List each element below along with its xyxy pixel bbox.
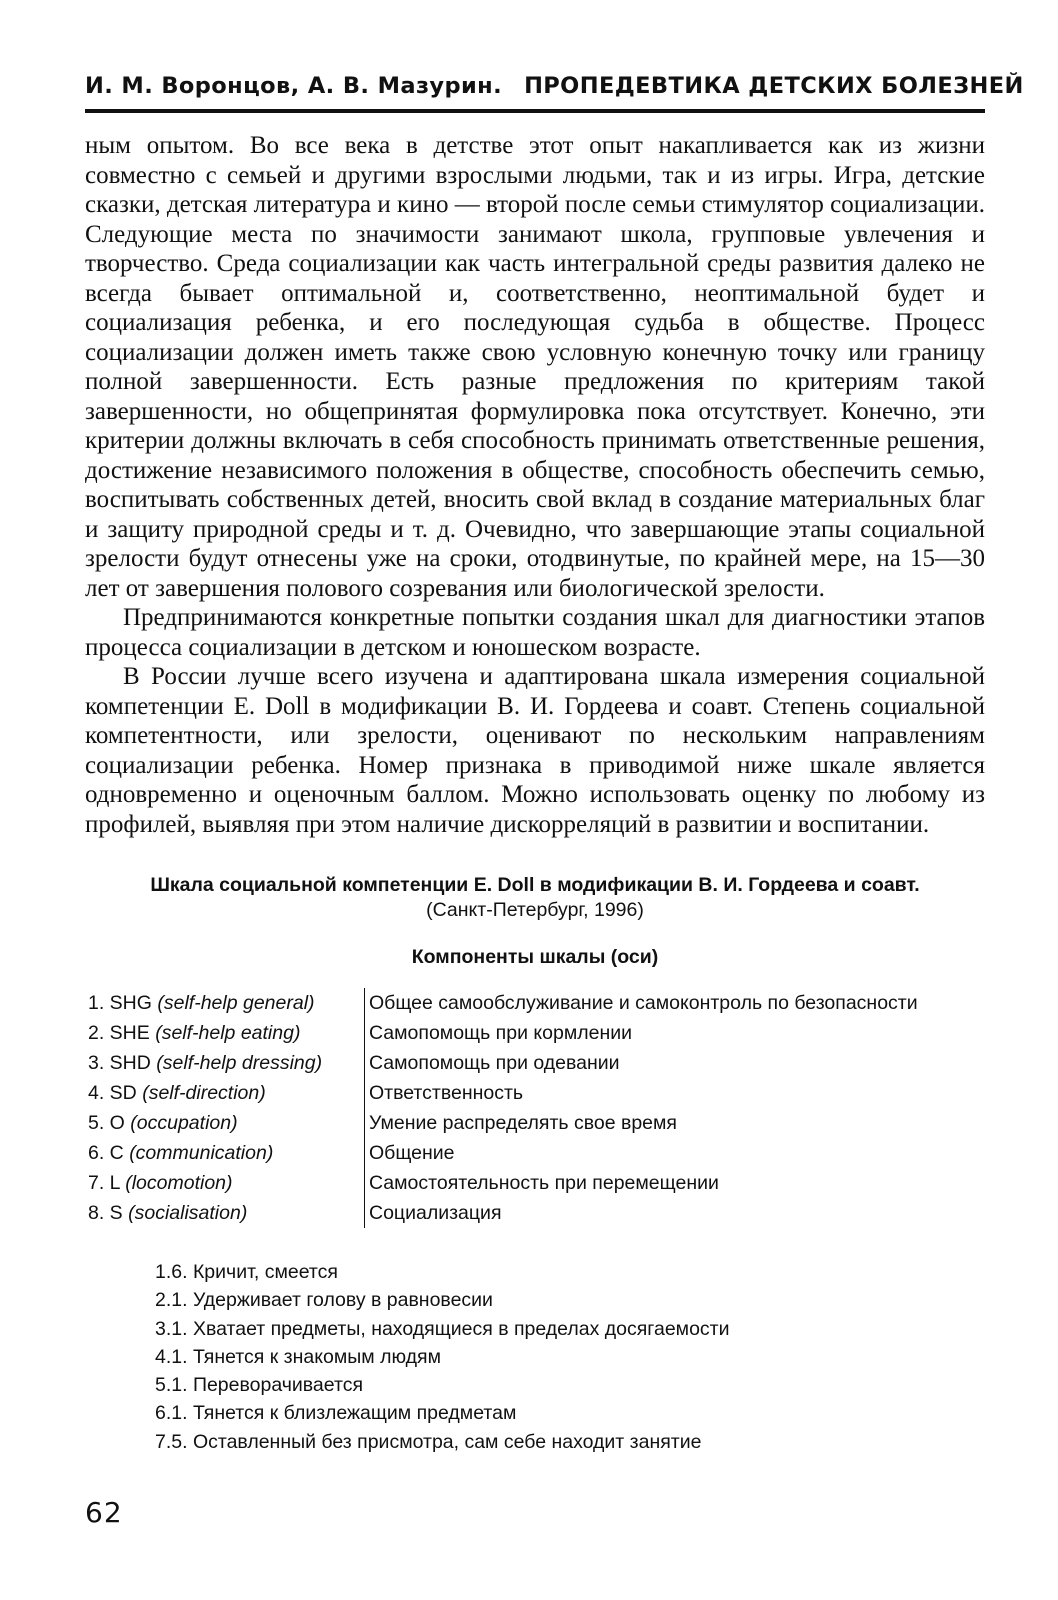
component-code: 2. SHE [88, 1022, 150, 1044]
scale-item: 3.1. Хватает предметы, находящиеся в пределах досягаемости [155, 1317, 730, 1340]
page-number: 62 [85, 1496, 123, 1529]
scale-title: Шкала социальной компетенции E. Doll в модификации В. И. Гордеева и соавт. [150, 874, 920, 896]
scale-item: 1.6. Кричит, смеется [155, 1261, 338, 1283]
book-page [85, 64, 1024, 1456]
component-row [85, 1138, 985, 1168]
paragraph: Предпринимаются конкретные попытки создания шкал для диагностики этапов процесса социализации в детском и юношеском возрасте. [85, 604, 985, 661]
component-code: 4. SD [88, 1082, 137, 1104]
body-text [85, 131, 985, 839]
component-code: 1. SHG [88, 992, 152, 1014]
component-code-cell [85, 1138, 364, 1168]
component-description: Самопомощь при одевании [364, 1048, 620, 1078]
component-code-cell [85, 1048, 364, 1078]
component-row [85, 1168, 985, 1198]
component-code-cell [85, 1198, 364, 1228]
component-latin: (communication) [129, 1142, 274, 1164]
component-latin: (self-direction) [142, 1082, 266, 1104]
component-row [85, 988, 985, 1018]
component-row [85, 1048, 985, 1078]
component-code: 7. L [88, 1172, 120, 1194]
component-row [85, 1108, 985, 1138]
component-row [85, 1198, 985, 1228]
header-rule [85, 109, 985, 113]
component-code-cell [85, 1078, 364, 1108]
component-code-cell [85, 1168, 364, 1198]
component-description: Общее самообслуживание и самоконтроль по безопасности [364, 988, 918, 1018]
header-authors: И. М. Воронцов, А. В. Мазурин. [85, 73, 503, 99]
component-code-cell [85, 1108, 364, 1138]
scale-subtitle: (Санкт-Петербург, 1996) [426, 899, 644, 921]
component-latin: (self-help dressing) [156, 1052, 323, 1074]
paragraph: ным опытом. Во все века в детстве этот опыт накапливается как из жизни совместно с семьей и другими взрослыми людьми, так и из игры. Игра, детские сказки, детская литература и кино — второй после семьи стимулятор социализации. Следующие места по значимости занимают школа, групповые увлечения и творчество. Среда социализации как часть интегральной среды развития далеко не всегда бывает оптимальной и, соответственно, неоптимальной будет и социализация ребенка, и его последующая судьба в обществе. Процесс социализации должен иметь также свою условную конечную точку или границу полной завершенности. Есть разные предложения по критериям такой завершенности, но общепринятая формулировка пока отсутствует. Конечно, эти критерии должны включать в себя способность принимать ответственные решения, достижение независимого положения в обществе, способность обеспечить семью, воспитывать собственных детей, вносить свой вклад в создание материальных благ и защиту природной среды и т. д. Очевидно, что завершающие этапы социальной зрелости будут отнесены уже на сроки, отодвинутые, по крайней мере, на 15—30 лет от завершения полового созревания или биологической зрелости. [85, 132, 985, 602]
component-description: Социализация [364, 1198, 502, 1228]
component-description: Ответственность [364, 1078, 523, 1108]
scale-item: 6.1. Тянется к близлежащим предметам [155, 1402, 517, 1425]
component-row [85, 1018, 985, 1048]
component-latin: (occupation) [130, 1112, 238, 1134]
component-code-cell [85, 1018, 364, 1048]
component-description: Общение [364, 1138, 455, 1168]
scale-item: 2.1. Удерживает голову в равновесии [155, 1289, 493, 1312]
scale-item: 5.1. Переворачивается [155, 1374, 363, 1397]
component-code: 6. C [88, 1142, 124, 1164]
components-heading: Компоненты шкалы (оси) [411, 946, 659, 968]
component-row [85, 1078, 985, 1108]
scale-items-list [155, 1258, 985, 1456]
component-code: 3. SHD [88, 1052, 151, 1074]
component-latin: (socialisation) [128, 1202, 248, 1224]
component-code-cell [85, 988, 364, 1018]
components-table [85, 988, 985, 1228]
paragraph: В России лучше всего изучена и адаптирована шкала измерения социальной компетенции E. Doll в модификации В. И. Гордеева и соавт. Степень социальной компетентности, или зрелости, оценивают по нескольким направлениям социализации ребенка. Номер признака в приводимой ниже шкале является одновременно и оценочным баллом. Можно использовать оценку по любому из профилей, выявляя при этом наличие дискорреляций в развитии и воспитании. [85, 663, 985, 838]
component-latin: (self-help general) [157, 992, 315, 1014]
component-description: Самопомощь при кормлении [364, 1018, 632, 1048]
component-code: 5. O [88, 1112, 125, 1134]
component-code: 8. S [88, 1202, 123, 1224]
component-latin: (self-help eating) [155, 1022, 301, 1044]
scale-item: 4.1. Тянется к знакомым людям [155, 1345, 441, 1368]
component-description: Умение распределять свое время [364, 1108, 677, 1138]
scale-item: 7.5. Оставленный без присмотра, сам себе находит занятие [155, 1430, 702, 1453]
header-book-title: ПРОПЕДЕВТИКА ДЕТСКИХ БОЛЕЗНЕЙ [524, 73, 1024, 99]
component-description: Самостоятельность при перемещении [364, 1168, 719, 1198]
running-header [85, 64, 1024, 108]
component-latin: (locomotion) [125, 1172, 233, 1194]
